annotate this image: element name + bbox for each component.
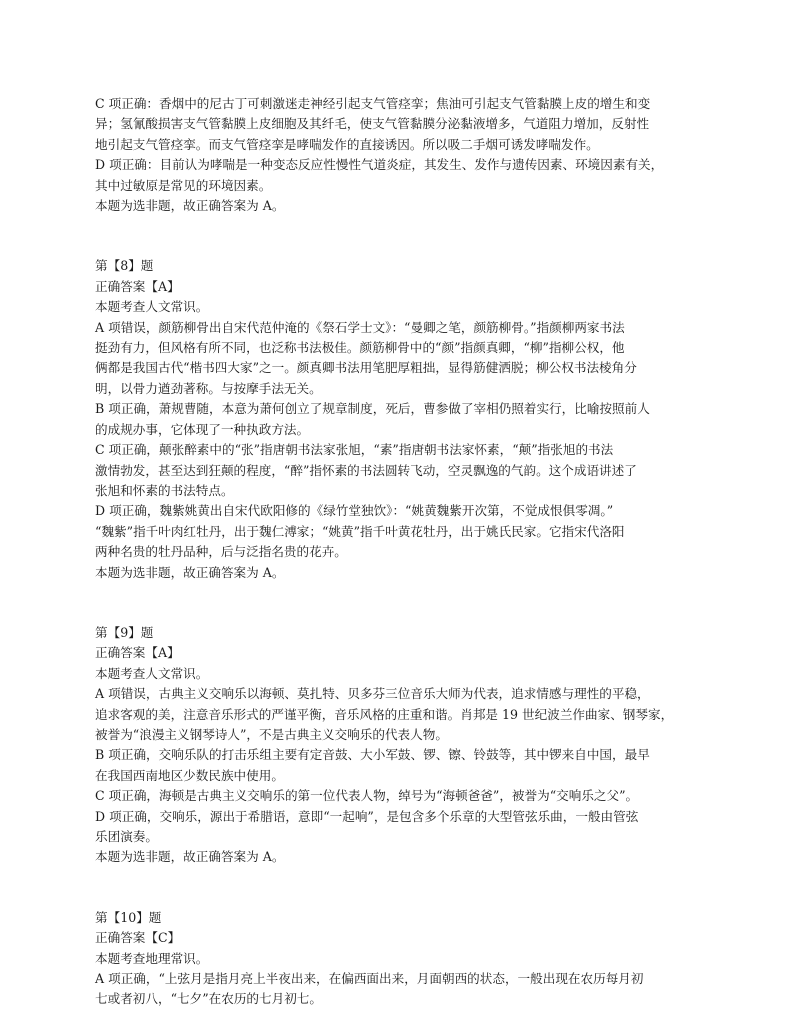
text-line: 其中过敏原是常见的环境因素。 [95, 177, 272, 193]
text-line: 本题考查地理常识。 [95, 950, 209, 966]
text-line: A 项错误，颜筋柳骨出自宋代范仲淹的《祭石学士文》：“曼卿之笔，颜筋柳骨。”指颜柳两家书法 [95, 319, 625, 335]
text-line: 挺劲有力，但风格有所不同，也泛称书法极佳。颜筋柳骨中的“颜”指颜真卿，“柳”指柳公权，他 [95, 340, 625, 356]
text-line: A 项正确，“上弦月是指月亮上半夜出来，在偏西面出来，月面朝西的状态，一般出现在农历每月初 [95, 971, 644, 987]
text-line: 七或者初八，“七夕”在农历的七月初七。 [95, 991, 322, 1007]
document-page [95, 94, 713, 1010]
text-line: 追求客观的美，注意音乐形式的严谨平衡，音乐风格的庄重和谐。肖邦是 19 世纪波兰作曲家、钢琴家， [95, 706, 674, 722]
text-line: D 项正确，魏紫姚黄出自宋代欧阳修的《绿竹堂独饮》：“姚黄魏紫开次第，不觉成恨俱零凋。” [95, 503, 614, 519]
text-line: 异；氢氰酸损害支气管黏膜上皮细胞及其纤毛，使支气管黏膜分泌黏液增多，气道阻力增加，反射性 [95, 116, 650, 132]
question-9 [95, 623, 713, 868]
text-line: B 项正确，萧规曹随，本意为萧何创立了规章制度，死后，曹参做了宰相仍照着实行，比喻按照前人 [95, 401, 650, 417]
text-line: 张旭和怀素的书法特点。 [95, 482, 234, 498]
text-line: 的成规办事，它体现了一种执政方法。 [95, 421, 310, 437]
text-line: “魏紫”指千叶肉红牡丹，出于魏仁溥家；“姚黄”指千叶黄花牡丹，出于姚氏民家。它指宋代洛阳 [95, 523, 625, 539]
answer-line: 正确答案【C】 [95, 930, 181, 946]
text-line: 本题为选非题，故正确答案为 A。 [95, 564, 285, 580]
text-line: D 项正确，交响乐，源出于希腊语，意即“一起响”，是包含多个乐章的大型管弦乐曲，一般由管弦 [95, 808, 639, 824]
text-line: 本题考查人文常识。 [95, 665, 209, 681]
text-line: 乐团演奏。 [95, 829, 158, 844]
text-line: C 项正确：香烟中的尼古丁可刺激迷走神经引起支气管痉挛；焦油可引起支气管黏膜上皮的增生和变 [95, 96, 651, 111]
question-10 [95, 908, 713, 1010]
text-line: C 项正确，海顿是古典主义交响乐的第一位代表人物，绰号为“海顿爸爸”，被誉为“交响乐之父”。 [95, 788, 639, 804]
text-line: 激情勃发，甚至达到狂颠的程度，“醉”指怀素的书法圆转飞动，空灵飘逸的气韵。这个成语讲述了 [95, 462, 637, 478]
text-line: A 项错误，古典主义交响乐以海顿、莫扎特、贝多芬三位音乐大师为代表，追求情感与理性的平稳， [95, 686, 650, 702]
text-line: B 项正确，交响乐队的打击乐组主要有定音鼓、大小军鼓、锣、镲、铃鼓等，其中锣来自中国，最早 [95, 747, 650, 763]
question-7-tail [95, 94, 713, 216]
text-line: 本题为选非题，故正确答案为 A。 [95, 198, 285, 214]
text-line: 俩都是我国古代“楷书四大家”之一。颜真卿书法用笔肥厚粗拙，显得筋健洒脱；柳公权书法棱角分 [95, 360, 637, 376]
text-line: 在我国西南地区少数民族中使用。 [95, 767, 284, 783]
text-line: 被誉为“浪漫主义钢琴诗人”，不是古典主义交响乐的代表人物。 [95, 726, 448, 742]
text-line: 本题考查人文常识。 [95, 299, 209, 315]
text-line: 两种名贵的牡丹品种，后与泛指名贵的花卉。 [95, 544, 347, 560]
text-line: D 项正确：目前认为哮喘是一种变态反应性慢性气道炎症，其发生、发作与遗传因素、环境因素有关， [95, 157, 664, 173]
question-8 [95, 256, 713, 583]
text-line: 地引起支气管痉挛。而支气管痉挛是哮喘发作的直接诱因。所以吸二手烟可诱发哮喘发作。 [95, 136, 599, 152]
text-line: C 项正确，颠张醉素中的“张”指唐朝书法家张旭，“素”指唐朝书法家怀素，“颠”指张旭的书法 [95, 442, 614, 458]
question-title: 第【9】题 [95, 624, 154, 640]
question-title: 第【8】题 [95, 258, 154, 274]
question-title: 第【10】题 [95, 909, 162, 925]
answer-line: 正确答案【A】 [95, 645, 180, 661]
answer-line: 正确答案【A】 [95, 278, 180, 294]
text-line: 本题为选非题，故正确答案为 A。 [95, 849, 285, 865]
text-line: 明，以骨力遒劲著称。与按摩手法无关。 [95, 380, 322, 396]
